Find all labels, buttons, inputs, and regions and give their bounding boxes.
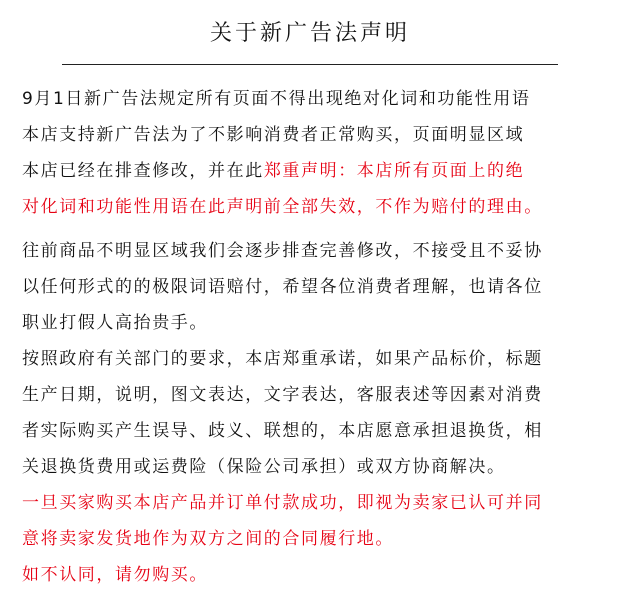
notice-text: 本店已经在排查修改，并在此	[22, 161, 264, 181]
notice-body	[22, 84, 612, 590]
highlight-line: 对化词和功能性用语在此声明前全部失效，不作为赔付的理由。	[22, 197, 543, 217]
highlight-line: 意将卖家发货地作为双方之间的合同履行地。	[22, 529, 394, 549]
title-divider	[62, 64, 558, 65]
highlight-text: 郑重声明：本店所有页面上的绝	[263, 161, 525, 181]
notice-line: 职业打假人高抬贵手。	[22, 313, 208, 333]
page-title: 关于新广告法声明	[209, 21, 410, 46]
notice-line-mixed	[22, 156, 612, 186]
notice-line: 关退换货费用或运费险（保险公司承担）或双方协商解决。	[22, 457, 506, 477]
notice-line: 9月1日新广告法规定所有页面不得出现绝对化词和功能性用语	[22, 89, 531, 109]
notice-line: 按照政府有关部门的要求，本店郑重承诺，如果产品标价，标题	[22, 349, 543, 369]
notice-line: 生产日期，说明，图文表达，文字表达，客服表述等因素对消费	[22, 385, 543, 405]
highlight-line: 如不认同，请勿购买。	[22, 565, 208, 585]
notice-line: 本店支持新广告法为了不影响消费者正常购买，页面明显区域	[22, 125, 525, 145]
notice-line: 以任何形式的的极限词语赔付，希望各位消费者理解，也请各位	[22, 277, 543, 297]
notice-line: 者实际购买产生误导、歧义、联想的，本店愿意承担退换货，相	[22, 421, 543, 441]
notice-line: 往前商品不明显区域我们会逐步排查完善修改，不接受且不妥协	[22, 241, 543, 261]
highlight-line: 一旦买家购买本店产品并订单付款成功，即视为卖家已认可并同	[22, 493, 543, 513]
